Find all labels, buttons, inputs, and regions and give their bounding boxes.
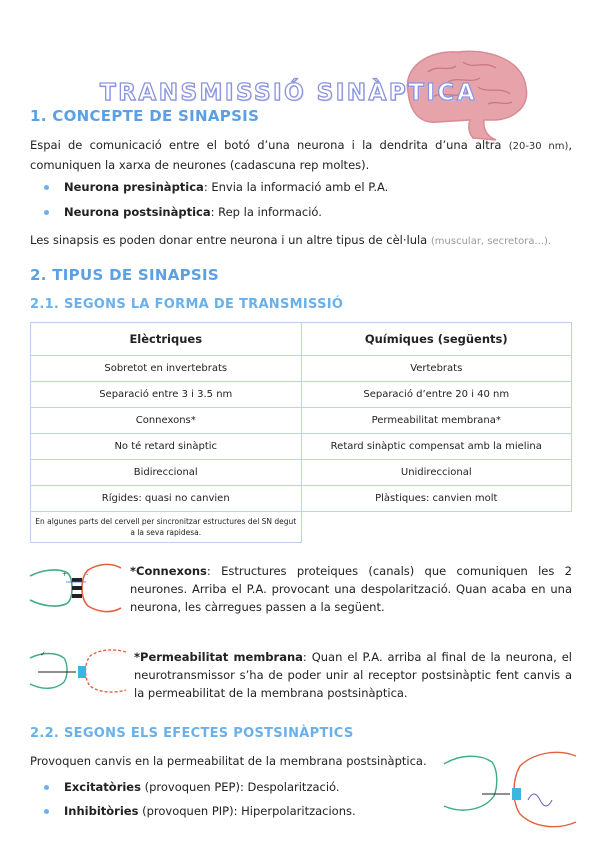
table-cell: Sobretot en invertebrats xyxy=(31,356,302,382)
table-cell: No té retard sinàptic xyxy=(31,434,302,460)
page-title: TRANSMISSIÓ SINÀPTICA xyxy=(100,80,478,106)
table-row xyxy=(31,408,572,434)
table-cell: Separació d’entre 20 i 40 nm xyxy=(301,382,572,408)
table-row xyxy=(31,356,572,382)
table-cell: Plàstiques: canvien molt xyxy=(301,486,572,512)
connexon-diagram-icon xyxy=(28,558,123,618)
bullet-dot xyxy=(44,185,49,190)
table-header: Químiques (següents) xyxy=(301,323,572,356)
table-row xyxy=(31,434,572,460)
table-cell: Retard sinàptic compensat amb la mielina xyxy=(301,434,572,460)
table-row xyxy=(31,512,572,543)
permeabilitat-definition: *Permeabilitat membrana: Quan el P.A. arriba al final de la neurona, el neurotransmissor s’ha de poder unir al receptor postsinàptic fent canvis a la permeabilitat de la membrana postsinàptica. xyxy=(134,650,572,700)
table-header-row xyxy=(31,323,572,356)
bullet-dot xyxy=(44,210,49,215)
bullet-dot xyxy=(44,785,49,790)
table-cell: Rígides: quasi no canvien xyxy=(31,486,302,512)
table-cell: Unidireccional xyxy=(301,460,572,486)
svg-text:✓: ✓ xyxy=(40,650,46,658)
table-row xyxy=(31,382,572,408)
table-row xyxy=(31,486,572,512)
connexons-definition: *Connexons: Estructures proteiques (canals) que comuniquen les 2 neurones. Arriba el P.A. provocant una despolarització. Quan acaba en una neurona, les càrregues passen a la següent. xyxy=(130,564,572,614)
synapse-types-table xyxy=(30,322,572,543)
postsynaptic-diagram-icon xyxy=(440,750,580,830)
table-cell: Bidireccional xyxy=(31,460,302,486)
section-2-2-heading: 2.2. SEGONS ELS EFECTES POSTSINÀPTICS xyxy=(30,726,354,741)
table-note: En algunes parts del cervell per sincronitzar estructures del SN degut a la seva rapidesa. xyxy=(31,512,302,543)
title-area xyxy=(0,30,600,110)
svg-text:+: + xyxy=(62,571,68,578)
section-1-heading: 1. CONCEPTE DE SINAPSIS xyxy=(30,107,260,125)
table-cell: Separació entre 3 i 3.5 nm xyxy=(31,382,302,408)
chemical-synapse-diagram-icon xyxy=(28,646,128,696)
section-2-1-heading: 2.1. SEGONS LA FORMA DE TRANSMISSIÓ xyxy=(30,297,344,312)
bullet-postsinaptica: Neurona postsinàptica: Rep la informació. xyxy=(44,203,322,221)
table-cell: Vertebrats xyxy=(301,356,572,382)
section-1-closing: Les sinapsis es poden donar entre neurona i un altre tipus de cèl·lula (muscular, secretora...). xyxy=(30,233,552,247)
table-row xyxy=(31,460,572,486)
table-header: Elèctriques xyxy=(31,323,302,356)
bullet-inhibitories: Inhibitòries (provoquen PIP): Hiperpolaritzacions. xyxy=(44,802,356,820)
section-1-intro: Espai de comunicació entre el botó d’una neurona i la dendrita d’una altra (20-30 nm), comuniquen la xarxa de neurones (cadascuna rep moltes). xyxy=(30,138,573,172)
bullet-presinaptica: Neurona presinàptica: Envia la informació amb el P.A. xyxy=(44,178,388,196)
section-2-2-intro: Provoquen canvis en la permeabilitat de la membrana postsinàptica. xyxy=(30,754,427,768)
svg-text:-: - xyxy=(86,571,89,578)
table-cell: Connexons* xyxy=(31,408,302,434)
bullet-dot xyxy=(44,809,49,814)
section-2-heading: 2. TIPUS DE SINAPSIS xyxy=(30,266,220,284)
table-cell: Permeabilitat membrana* xyxy=(301,408,572,434)
bullet-excitatories: Excitatòries (provoquen PEP): Despolarització. xyxy=(44,778,340,796)
